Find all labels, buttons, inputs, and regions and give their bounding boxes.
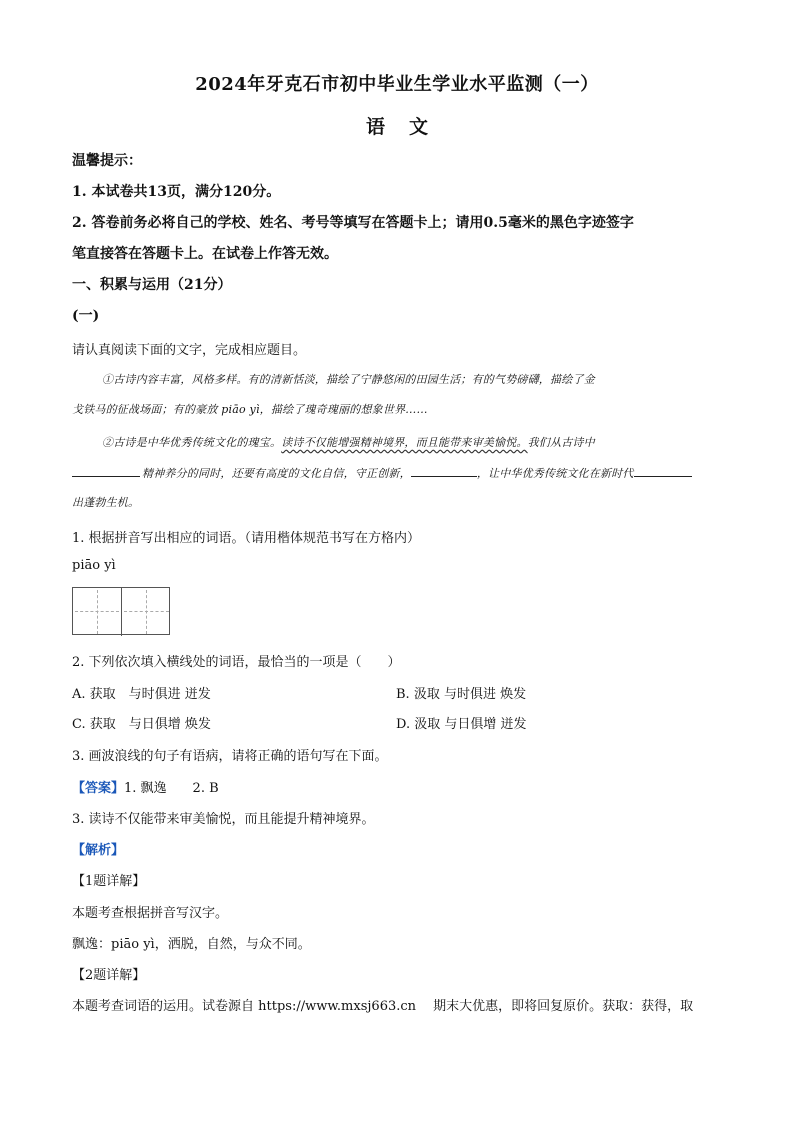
notice-heading: 温馨提示： — [72, 153, 142, 169]
passage-p2-line-2 — [72, 464, 692, 481]
question-2: 2. 下列依次填入横线处的词语，最恰当的一项是（ ） — [72, 655, 401, 670]
question-3: 3. 画波浪线的句子有语病，请将正确的语句写在下面。 — [72, 749, 388, 764]
section-heading: 一、积累与运用（21分） — [72, 277, 232, 293]
detail-1-line-2: 飘逸：piāo yì，洒脱，自然，与众不同。 — [72, 937, 311, 952]
option-d: D. 汲取 与日俱增 迸发 — [396, 717, 527, 732]
detail-1-heading: 【1题详解】 — [72, 874, 146, 889]
blank-line-1 — [72, 464, 140, 477]
passage-p2-line-2-text-b: ，让中华优秀传统文化在新时代 — [476, 467, 634, 480]
analysis-tag: 【解析】 — [72, 843, 125, 858]
passage-p1-line-1: ①古诗内容丰富，风格多样。有的清新恬淡，描绘了宁静悠闲的田园生活；有的气势磅礴，描绘了金 — [102, 373, 595, 386]
option-a: A. 获取 与时俱进 迸发 — [72, 687, 211, 702]
question-1-pinyin: piāo yì — [72, 558, 116, 573]
detail-1-line-1: 本题考查根据拼音写汉字。 — [72, 906, 229, 921]
passage-p2-line-1 — [102, 434, 595, 450]
answer-line-1 — [72, 777, 219, 796]
detail-2-line-1: 本题考查词语的运用。试卷源自 https://www.mxsj663.cn 期末大优惠，即将回复原价。获取：获得，取 — [72, 999, 694, 1014]
wavy-sentence: 读诗不仅能增强精神境界，而且能带来审美愉悦。 — [281, 436, 528, 449]
passage-p2-text-b: 我们从古诗中 — [527, 436, 595, 449]
notice-item-2-line-1: 2. 答卷前务必将自己的学校、姓名、考号等填写在答题卡上；请用0.5毫米的黑色字迹签字 — [72, 215, 634, 231]
passage-p2-line-2-text-a: 精神养分的同时，还要有高度的文化自信，守正创新， — [142, 467, 411, 480]
option-b: B. 汲取 与时俱进 焕发 — [396, 687, 527, 702]
notice-item-1: 1. 本试卷共13页，满分120分。 — [72, 184, 281, 200]
question-1: 1. 根据拼音写出相应的词语。（请用楷体规范书写在方格内） — [72, 531, 421, 546]
section-sub: (一) — [72, 308, 100, 324]
grid-cell-2[interactable] — [122, 588, 171, 636]
answer-line-2: 3. 读诗不仅能带来审美愉悦，而且能提升精神境界。 — [72, 812, 375, 827]
passage-p2-text-a: ②古诗是中华优秀传统文化的瑰宝。 — [102, 436, 282, 449]
answer-tag: 【答案】 — [72, 781, 125, 796]
passage-p2-line-3: 出蓬勃生机。 — [72, 496, 140, 509]
detail-2-heading: 【2题详解】 — [72, 968, 146, 983]
grid-cell-1[interactable] — [73, 588, 122, 636]
answer-text-1: 1. 飘逸 2. B — [124, 781, 219, 796]
exam-title: 2024年牙克石市初中毕业生学业水平监测（一） — [195, 74, 599, 95]
passage-p1-line-2: 戈铁马的征战场面；有的豪放 piāo yì，描绘了瑰奇瑰丽的想象世界…… — [72, 403, 428, 416]
blank-line-3 — [634, 464, 692, 477]
option-c: C. 获取 与日俱增 焕发 — [72, 717, 211, 732]
writing-grid[interactable] — [72, 587, 170, 635]
reading-instruction: 请认真阅读下面的文字，完成相应题目。 — [72, 343, 307, 358]
subject-title: 语文 — [365, 116, 452, 138]
blank-line-2 — [411, 464, 477, 477]
notice-item-2-line-2: 笔直接答在答题卡上。在试卷上作答无效。 — [72, 246, 338, 262]
